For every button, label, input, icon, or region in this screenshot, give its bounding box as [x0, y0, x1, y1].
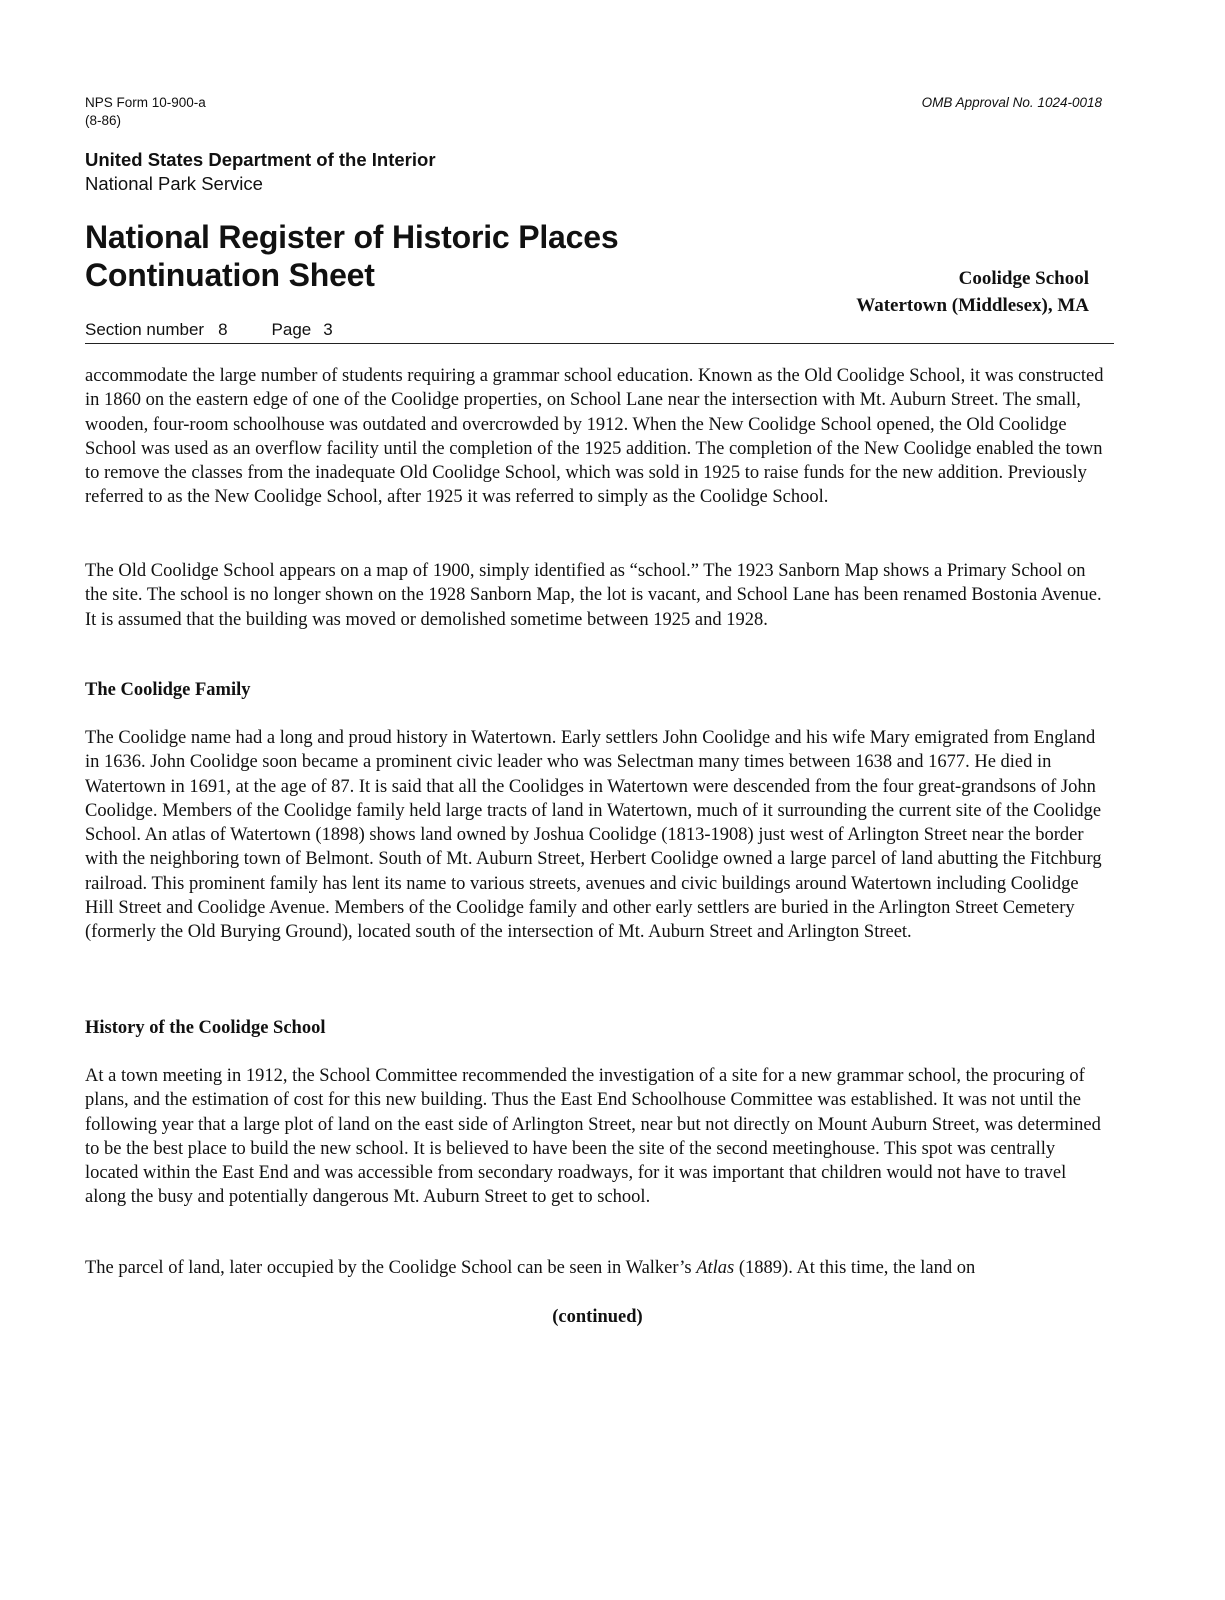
atlas-title: Atlas — [696, 1258, 735, 1278]
department-name: United States Department of the Interior — [85, 149, 436, 170]
property-block — [856, 265, 1089, 319]
section-page-line — [85, 320, 333, 340]
page-label: Page — [271, 320, 312, 339]
paragraph-maps: The Old Coolidge School appears on a map of 1900, simply identified as “school.” The 1923 Sanborn Map shows a Primary School on the site. The school is no longer shown on the 1928 Sanborn Map, the lot is vacant, and School Lane has been renamed Bostonia Avenue. It is assumed that the building was moved or demolished sometime between 1925 and 1928. — [85, 561, 1102, 630]
property-location: Watertown (Middlesex), MA — [856, 295, 1089, 316]
heading-school-history: History of the Coolidge School — [85, 1018, 326, 1038]
department-block — [85, 148, 436, 196]
section-number-value: 8 — [218, 320, 228, 339]
parcel-text-start: The parcel of land, later occupied by the Coolidge School can be seen in Walker’s — [85, 1258, 697, 1278]
form-date: (8-86) — [85, 113, 122, 128]
paragraph-coolidge-family: The Coolidge name had a long and proud history in Watertown. Early settlers John Coolidge and his wife Mary emigrated from England in 1636. John Coolidge soon became a prominent civic leader who was Selectman many times between 1638 and 1677. He died in Watertown in 1691, at the age of 87. It is said that all the Coolidges in Watertown were descended from the four great-grandsons of John Coolidge. Members of the Coolidge family held large tracts of land in Watertown, much of it surrounding the current site of the Coolidge School. An atlas of Watertown (1898) shows land owned by Joshua Coolidge (1813-1908) just west of Arlington Street near the border with the neighboring town of Belmont. South of Mt. Auburn Street, Herbert Coolidge owned a large parcel of land abutting the Fitchburg railroad. This prominent family has lent its name to various streets, avenues and civic buildings around Watertown including Coolidge Hill Street and Coolidge Avenue. Members of the Coolidge family and other early settlers are buried in the Arlington Street Cemetery (formerly the Old Burying Ground), located south of the intersection of Mt. Auburn Street and Arlington Street. — [85, 728, 1102, 943]
header-divider — [85, 343, 1114, 344]
property-name: Coolidge School — [958, 268, 1089, 289]
omb-approval: OMB Approval No. 1024-0018 — [921, 95, 1102, 110]
paragraph-town-meeting: At a town meeting in 1912, the School Committee recommended the investigation of a site for a new grammar school, the procuring of plans, and the estimation of cost for this new building. Thus the East End Schoolhouse Committee was established. It was not until the following year that a large plot of land on the east side of Arlington Street, near but not directly on Mount Auburn Street, was determined to be the best place to build the new school. It is believed to have been the site of the second meetinghouse. This spot was centrally located within the East End and was accessible from secondary roadways, for it was important that children would not have to travel along the busy and potentially dangerous Mt. Auburn Street to get to school. — [85, 1066, 1101, 1208]
section-number-label: Section number — [85, 320, 205, 339]
paragraph-parcel-of-land — [85, 1256, 1110, 1280]
paragraph-old-coolidge-school: accommodate the large number of students requiring a grammar school education. Known as the Old Coolidge School, it was constructed in 1860 on the eastern edge of one of the Coolidge properties, on School Lane near the intersection with Mt. Auburn Street. The small, wooden, four-room schoolhouse was outdated and overcrowded by 1912. When the New Coolidge School opened, the Old Coolidge School was used as an overflow facility until the completion of the 1925 addition. The completion of the New Coolidge enabled the town to remove the classes from the inadequate Old Coolidge School, which was sold in 1925 to raise funds for the new addition. Previously referred to as the New Coolidge School, after 1925 it was referred to simply as the Coolidge School. — [85, 366, 1104, 508]
register-title — [85, 218, 618, 294]
continued-marker: (continued) — [552, 1307, 643, 1327]
register-title-line2: Continuation Sheet — [85, 257, 375, 293]
parcel-text-end: (1889). At this time, the land on — [734, 1258, 976, 1278]
form-identifier — [85, 94, 206, 130]
form-number: NPS Form 10-900-a — [85, 95, 206, 110]
agency-name: National Park Service — [85, 173, 263, 194]
heading-coolidge-family: The Coolidge Family — [85, 680, 251, 700]
page-number-value: 3 — [323, 320, 333, 339]
register-title-line1: National Register of Historic Places — [85, 219, 619, 255]
